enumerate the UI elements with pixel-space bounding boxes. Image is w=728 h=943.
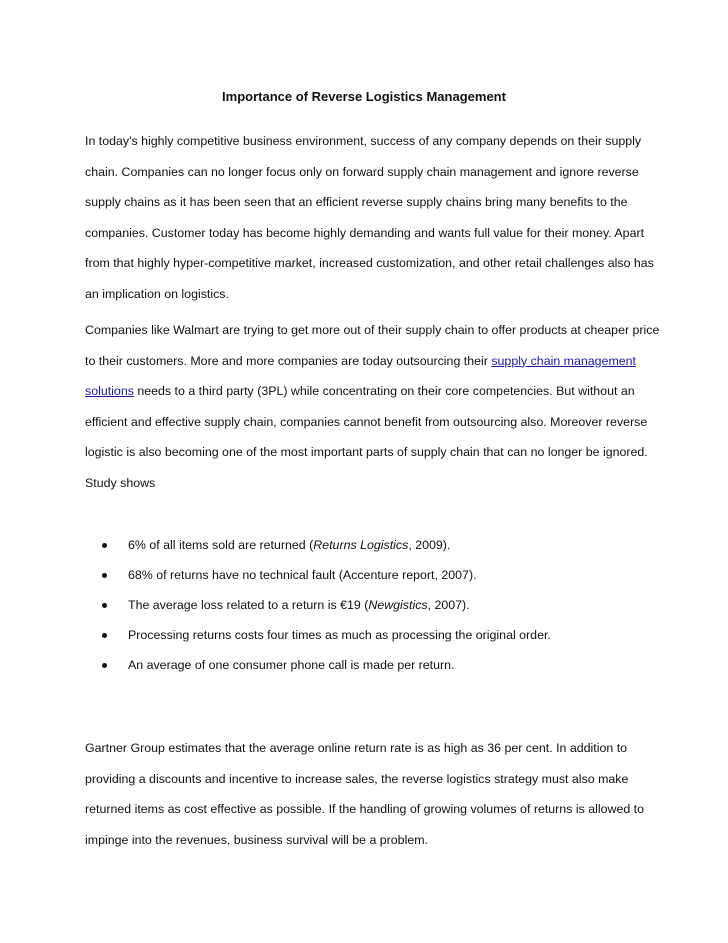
bullet-icon [102,663,107,668]
text-line: from that highly hyper-competitive market, increased customization, and other retail challenges also has [85,256,654,270]
list-item-text: The average loss related to a return is €19 ( [128,598,369,612]
bullet-icon [102,573,107,578]
list-item-text: , 2009). [408,538,451,552]
list-item [96,650,656,680]
list-item-text: An average of one consumer phone call is made per return. [128,658,455,672]
bullet-icon [102,603,107,608]
intro-paragraph [85,126,655,309]
text-line: returned items as cost effective as possible. If the handling of growing volumes of returns is allowed to [85,802,645,816]
text-line: In today's highly competitive business environment, success of any company depends on their supply [85,134,642,148]
bullet-icon [102,633,107,638]
text-line: an implication on logistics. [85,286,229,301]
text-line: companies. Customer today has become highly demanding and wants full value for their money. Apart [85,225,645,240]
list-item [96,560,656,590]
gartner-paragraph [85,733,655,855]
statistics-list [96,530,656,680]
text-line: impinge into the revenues, business survival will be a problem. [85,832,428,847]
list-item-emphasis: Newgistics [368,598,428,612]
list-item-text: 6% of all items sold are returned ( [128,538,314,552]
outsourcing-paragraph [85,315,660,498]
list-item-text: , 2007). [427,598,470,612]
bullet-icon [102,543,107,548]
text-line [85,376,655,407]
text-line: supply chains as it has been seen that an efficient reverse supply chains bring many benefits to the [85,195,628,209]
text-line [85,346,655,377]
supply-chain-solutions-link[interactable]: solutions [85,384,134,398]
list-item-text: Processing returns costs four times as much as processing the original order. [128,628,551,642]
text-segment: needs to a third party (3PL) while concentrating on their core competencies. But without an [133,384,635,398]
supply-chain-management-link[interactable]: supply chain management [491,353,636,368]
text-line: logistic is also becoming one of the most important parts of supply chain that can no longer be ignored. [85,445,648,459]
text-line: providing a discounts and incentive to increase sales, the reverse logistics strategy must also make [85,771,629,786]
list-item-text: 68% of returns have no technical fault (Accenture report, 2007). [128,568,477,582]
text-line: Gartner Group estimates that the average online return rate is as high as 36 per cent. In addition to [85,741,628,755]
list-item [96,590,656,620]
list-item [96,530,656,560]
text-line: efficient and effective supply chain, companies cannot benefit from outsourcing also. Moreover reverse [85,414,648,429]
list-item-emphasis: Returns Logistics [313,538,409,552]
document-title: Importance of Reverse Logistics Management [222,89,506,104]
text-line: Companies like Walmart are trying to get more out of their supply chain to offer products at cheaper price [85,323,660,337]
list-item [96,620,656,650]
text-line: chain. Companies can no longer focus only on forward supply chain management and ignore reverse [85,164,639,179]
text-line: Study shows [85,475,156,490]
text-segment: to their customers. More and more companies are today outsourcing their [85,353,492,368]
